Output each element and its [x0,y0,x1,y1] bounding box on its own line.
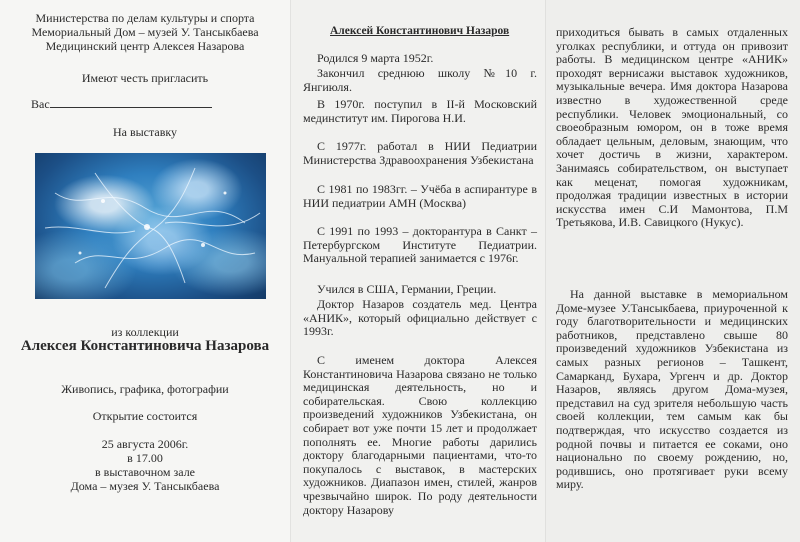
hall-text: в выставочном зале [94,465,196,479]
exhibition-paragraph: приходиться бывать в самых отдаленных уголках республики, и оттуда он привозит работы. В медицинском центре «АНИК» проходят вернисажи выставок художников, музыкальные вечера. Имя доктора Назарова известно в художественной среде республики. Человек эмоциональный, со своеобразным юмором, он в тоже время обладает цельным, деловым, знающим, что хочет достичь в жизни, характером. Занимаясь собирательством, он выступает как меценат, помогая художникам, продолжая традиции известных в истории искусства имен С.И Мамонтова, П.М Третьякова, И.В. Савицкого (Нукус). [556,25,788,230]
painting-image [35,153,266,299]
opening-date: 25 августа 2006г. [101,437,189,451]
bio-paragraph: С 1981 по 1983гг. – Учёба в аспирантуре в НИИ педиатрии АМН (Москва) [303,182,537,210]
bio-paragraph: С 1977г. работал в НИИ Педиатрии Министерства Здравоохранения Узбекистана [303,139,537,167]
venue-text: Дома – музея У. Тансыкбаева [70,479,220,493]
honor-text: Имеют честь пригласить [81,71,209,85]
ministry-line-3: Медицинский центр Алексея Назарова [45,39,245,53]
exhibition-paragraph: На данной выставке в мемориальном Доме-музее У.Тансыкбаева, приуроченной к году благотворительности и медицинских работников, представлено свыше 80 произведений художников Узбекистана из самых разных регионов – Ташкент, Самарканд, Бухара, Ургенч и др. Доктор Назаров, являясь другом Дома-музея, представил на суд зрителя небольшую часть своей коллекции, тем самым как бы подтверждая, что искусство создается из родной почвы и питается ее соками, оно национально по своему рождению, но, родившись, оно протягивает руки всему миру. [556,287,788,492]
collector-name: Алексея Константиновича Назарова [20,338,270,354]
bio-paragraph: Родился 9 марта 1952г. [317,51,434,65]
genres-text: Живопись, графика, фотографии [61,382,229,396]
ministry-line-1: Министерства по делам культуры и спорта [35,11,255,25]
bio-paragraph: Закончил среднюю школу №10 г. Янгиюля. [303,66,537,94]
bio-paragraph: С 1991 по 1993 – докторантура в Санкт – Петербургском Институте Педиатрии. Мануальной терапией занимается с 1976г. [303,224,537,266]
biography-heading: Алексей Константинович Назаров [330,25,510,37]
bio-paragraph: С именем доктора Алексея Константиновича Назарова связано не только медицинская деятельность, но и собирательская. Свою коллекцию произведений художников Узбекистана, он собирает вот уже почти 15 лет и продолжает пополнять ее. Многие работы дарились доктору благодарными пациентами, что-то покупалось с выставок, в мастерских художников. Диапазон имен, стилей, жанров чрезвычайно широк. По роду деятельности доктору Назарову [303,353,537,517]
opening-text: Открытие состоится [92,409,198,423]
bio-paragraph: В 1970г. поступил в II-й Московский мединститут им. Пирогова Н.И. [303,97,537,125]
bio-paragraph: Учился в США, Германии, Греции. [317,282,497,296]
opening-time: в 17.00 [127,451,163,465]
recipient-label: Вас [31,97,50,111]
exhibition-label: На выставку [112,125,178,139]
recipient-blank [50,96,212,108]
from-collection-label: из коллекции [111,325,179,339]
recipient-line [31,96,212,112]
bio-paragraph: Доктор Назаров создатель мед. Центра «АНИК», который официально действует с 1993г. [303,297,537,339]
ministry-line-2: Мемориальный Дом – музей У. Тансыкбаева [31,25,259,39]
